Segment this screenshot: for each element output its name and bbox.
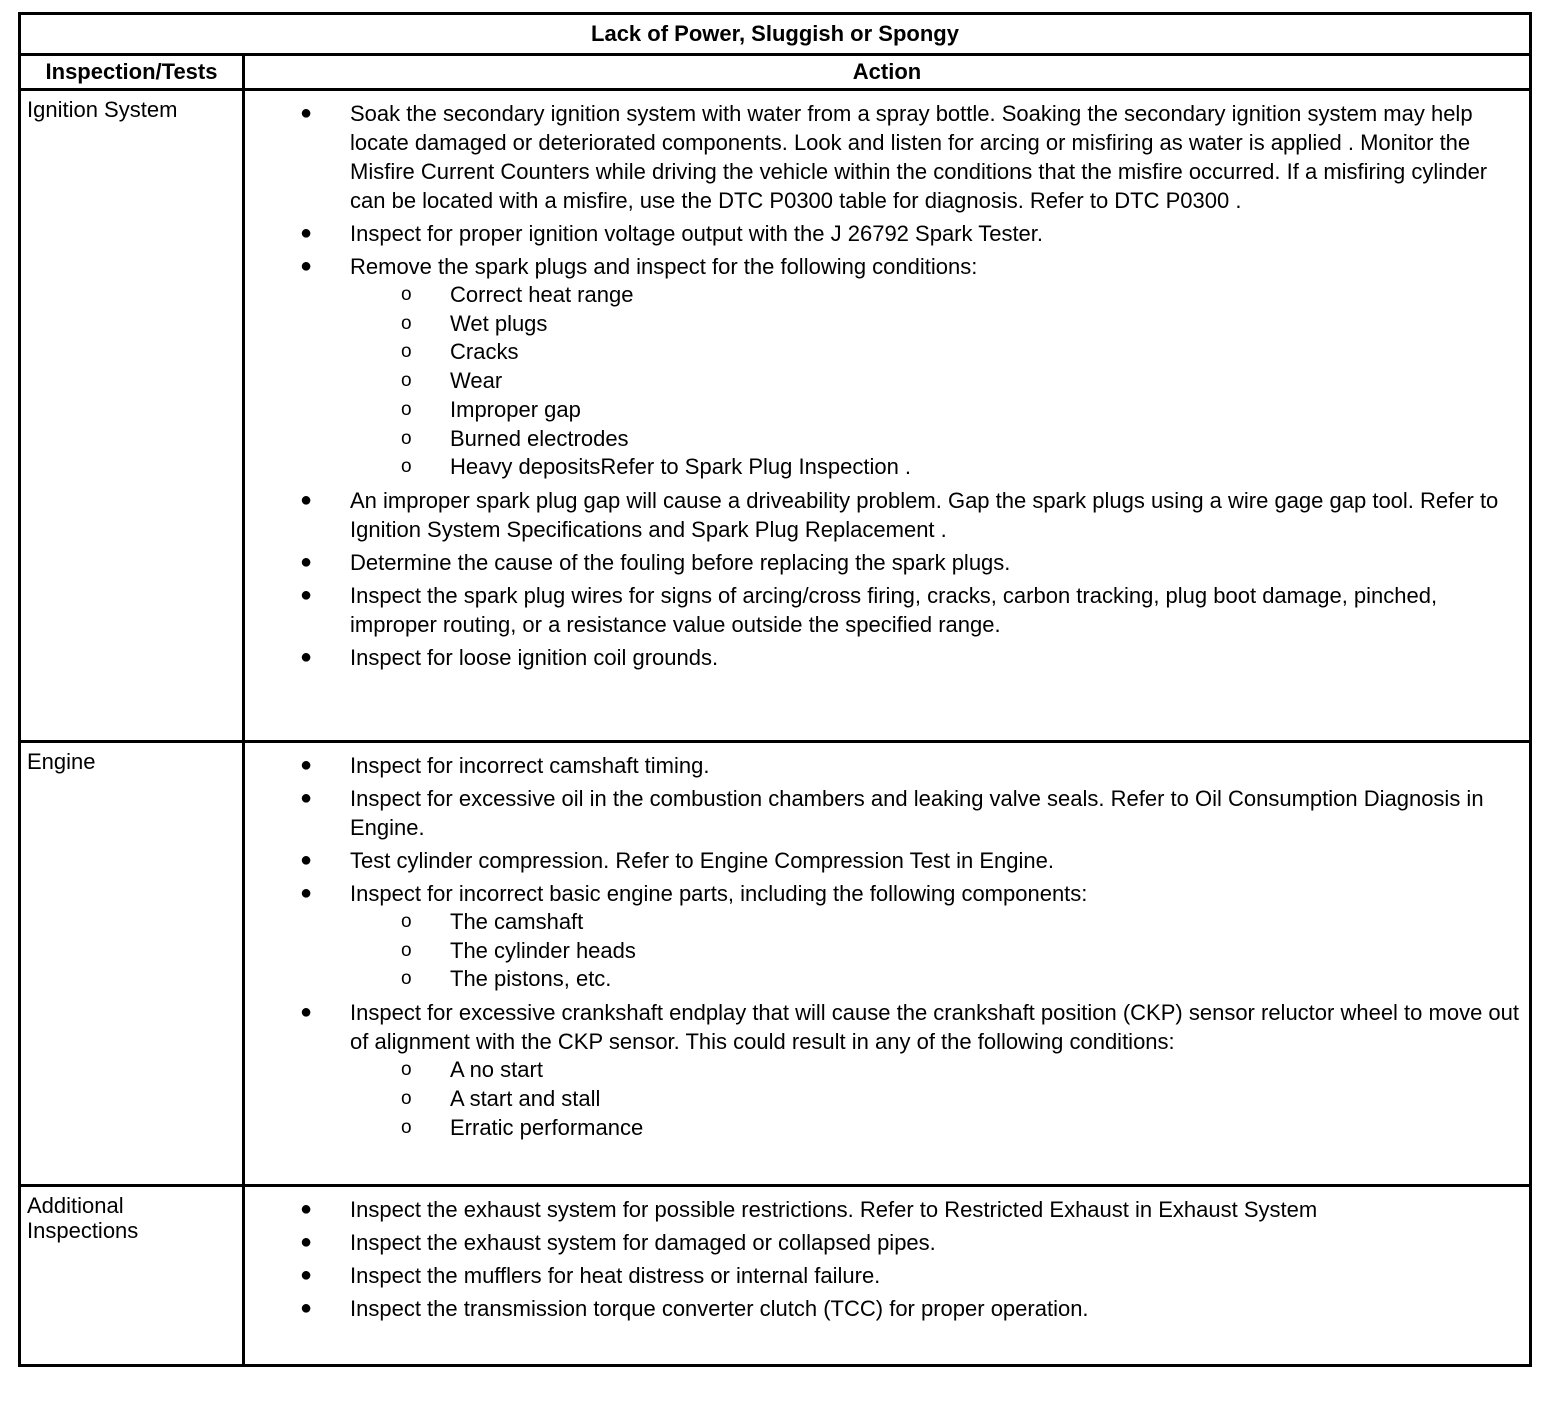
action-text: Inspect the exhaust system for possible restrictions. Refer to Restricted Exhaust in Exhaust System (350, 1197, 1318, 1222)
action-text: Inspect the exhaust system for damaged or collapsed pipes. (350, 1230, 936, 1255)
header-action: Action (244, 55, 1531, 90)
action-text: Inspect for excessive crankshaft endplay that will cause the crankshaft position (CKP) sensor reluctor wheel to move out of alignment with the CKP sensor. This could result in any of the following conditions: (350, 1000, 1520, 1055)
sub-item-text: Correct heat range (450, 282, 634, 307)
action-item (245, 1228, 1519, 1257)
action-item (245, 643, 1519, 672)
sub-list (350, 1056, 1519, 1142)
action-item (245, 548, 1519, 577)
sub-item (245, 367, 1519, 396)
sub-item (245, 425, 1519, 454)
table-row-additional-inspections (20, 1186, 1531, 1366)
circle-bullet-icon: o (401, 370, 412, 392)
action-item (245, 1195, 1519, 1224)
action-item (245, 99, 1519, 215)
circle-bullet-icon: o (401, 312, 412, 334)
circle-bullet-icon: o (401, 284, 412, 305)
diagnostic-table (18, 12, 1532, 1367)
action-item (245, 998, 1519, 1142)
bullet-icon: ● (300, 255, 313, 277)
bullet-icon: ● (300, 102, 313, 124)
sub-item-text: Wear (450, 368, 503, 394)
sub-item (245, 965, 1519, 994)
action-text: An improper spark plug gap will cause a driveability problem. Gap the spark plugs using a wire gage gap tool. Refer to Ignition System Specifications and Spark Plug Replacement . (350, 487, 1499, 542)
action-text: Soak the secondary ignition system with water from a spray bottle. Soaking the secondary ignition system may help locate damaged or deteriorated components. Look and listen for arcing or misfiring as water is applied . Monitor the Misfire Current Counters while driving the vehicle within the conditions that the misfire occurred. If a misfiring cylinder can be located with a misfire, use the DTC P0300 table for diagnosis. Refer to DTC P0300 . (350, 101, 1488, 213)
action-item (245, 1294, 1519, 1323)
sub-item-text: The camshaft (450, 909, 584, 934)
circle-bullet-icon: o (401, 911, 412, 932)
sub-list (350, 281, 1519, 482)
bullet-icon: ● (300, 1001, 313, 1024)
sub-item-text: Improper gap (450, 396, 581, 422)
circle-bullet-icon: o (401, 939, 412, 961)
sub-item-text: Heavy depositsRefer to Spark Plug Inspection . (450, 454, 912, 480)
bullet-icon: ● (300, 787, 313, 809)
sub-item (245, 338, 1519, 367)
bullet-icon: ● (300, 754, 313, 776)
action-item (245, 751, 1519, 780)
sub-item (245, 1056, 1519, 1085)
circle-bullet-icon: o (401, 341, 412, 363)
action-item (245, 486, 1519, 544)
circle-bullet-icon: o (401, 456, 412, 478)
circle-bullet-icon: o (401, 427, 412, 449)
sub-item-text: A no start (450, 1057, 543, 1083)
sub-item-text: The cylinder heads (450, 937, 636, 963)
action-item (245, 846, 1519, 875)
action-item (245, 784, 1519, 842)
action-text: Test cylinder compression. Refer to Engine Compression Test in Engine. (350, 848, 1054, 873)
action-text: Inspect for loose ignition coil grounds. (350, 644, 719, 670)
action-cell (244, 1186, 1531, 1366)
sub-item (245, 1085, 1519, 1114)
table-row-ignition-system (20, 90, 1531, 742)
category-cell: Engine (20, 742, 244, 1186)
action-list (245, 99, 1519, 672)
action-item (245, 219, 1519, 248)
sub-item-text: Cracks (450, 339, 519, 365)
bullet-icon: ● (300, 550, 313, 573)
category-cell: Additional Inspections (20, 1186, 244, 1366)
sub-item-text: Burned electrodes (450, 425, 629, 451)
action-text: Inspect the transmission torque converter clutch (TCC) for proper operation. (350, 1296, 1089, 1321)
circle-bullet-icon: o (401, 1087, 412, 1109)
action-text: Determine the cause of the fouling before replacing the spark plugs. (350, 549, 1011, 575)
circle-bullet-icon: o (401, 968, 412, 990)
action-list (245, 751, 1519, 1142)
sub-item-text: The pistons, etc. (450, 966, 612, 992)
sub-item-text: A start and stall (450, 1085, 601, 1111)
circle-bullet-icon: o (401, 1116, 412, 1138)
action-text: Inspect for incorrect basic engine parts, including the following components: (350, 881, 1088, 906)
action-text: Inspect for excessive oil in the combustion chambers and leaking valve seals. Refer to Oil Consumption Diagnosis in Engine. (350, 786, 1484, 840)
bullet-icon: ● (300, 882, 313, 904)
sub-item (245, 310, 1519, 339)
bullet-icon: ● (300, 645, 313, 668)
table-row-engine (20, 742, 1531, 1186)
action-text: Inspect the spark plug wires for signs of arcing/cross firing, cracks, carbon tracking, plug boot damage, pinched, improper routing, or a resistance value outside the specified range. (350, 582, 1438, 637)
action-cell (244, 90, 1531, 742)
action-cell (244, 742, 1531, 1186)
sub-item-text: Wet plugs (450, 310, 548, 336)
action-text: Inspect for incorrect camshaft timing. (350, 753, 710, 778)
circle-bullet-icon: o (401, 398, 412, 420)
circle-bullet-icon: o (401, 1059, 412, 1081)
header-inspection-tests: Inspection/Tests (20, 55, 244, 90)
sub-item (245, 281, 1519, 310)
sub-item (245, 396, 1519, 425)
action-text: Remove the spark plugs and inspect for the following conditions: (350, 254, 978, 279)
sub-list (350, 908, 1519, 994)
action-item (245, 879, 1519, 994)
bullet-icon: ● (300, 1231, 313, 1253)
sub-item (245, 453, 1519, 482)
bullet-icon: ● (300, 1264, 313, 1286)
action-list (245, 1195, 1519, 1323)
action-text: Inspect for proper ignition voltage output with the J 26792 Spark Tester. (350, 221, 1044, 246)
bullet-icon: ● (300, 849, 313, 871)
table-title: Lack of Power, Sluggish or Spongy (20, 14, 1531, 55)
action-item (245, 581, 1519, 639)
action-item (245, 1261, 1519, 1290)
bullet-icon: ● (300, 488, 313, 511)
sub-item (245, 908, 1519, 937)
sub-item (245, 1114, 1519, 1143)
sub-item (245, 937, 1519, 966)
bullet-icon: ● (300, 222, 313, 244)
sub-item-text: Erratic performance (450, 1114, 644, 1140)
category-cell: Ignition System (20, 90, 244, 742)
bullet-icon: ● (300, 1198, 313, 1220)
action-item (245, 252, 1519, 482)
bullet-icon: ● (300, 1297, 313, 1319)
action-text: Inspect the mufflers for heat distress or internal failure. (350, 1263, 881, 1288)
bullet-icon: ● (300, 583, 313, 606)
